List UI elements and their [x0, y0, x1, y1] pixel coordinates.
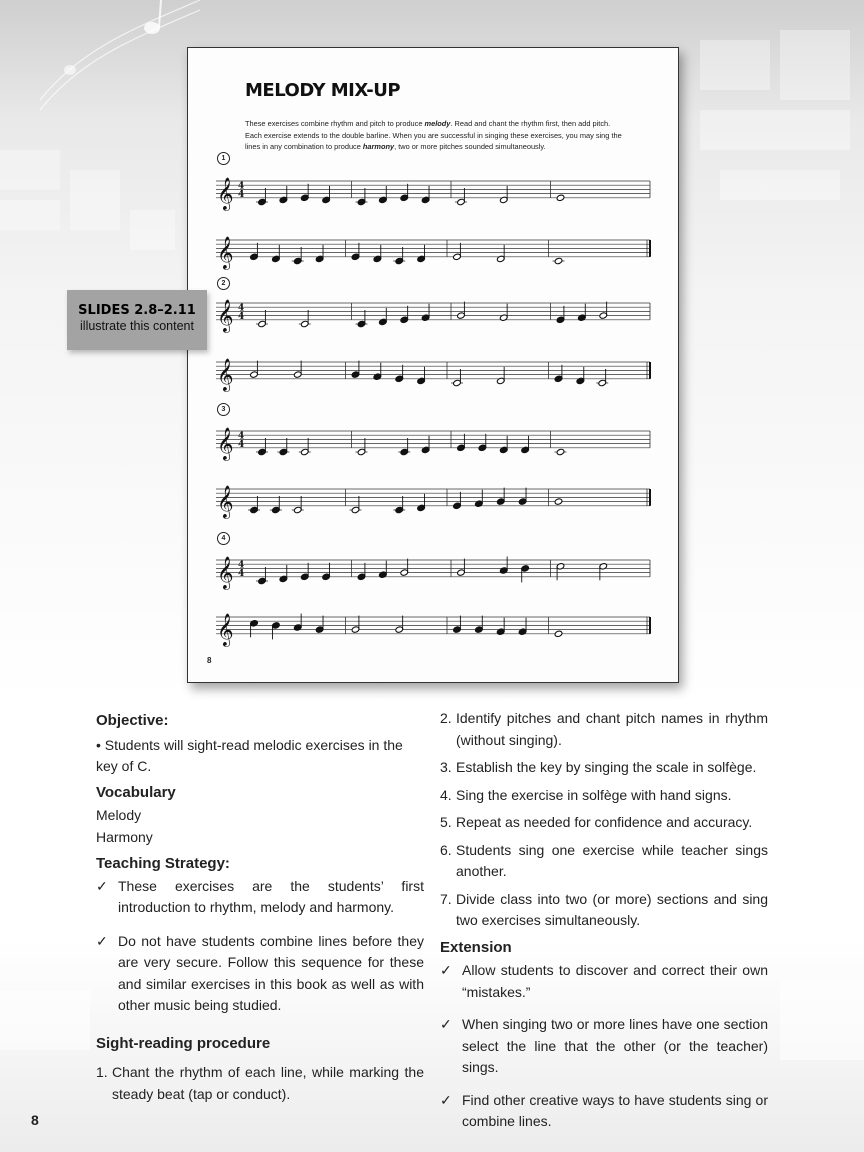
- time-signature: 4: [238, 560, 245, 571]
- workbook-page: [187, 47, 679, 683]
- vocabulary-heading: Vocabulary: [96, 783, 176, 801]
- bottom-page-number: 8: [31, 1112, 39, 1128]
- objective-heading: Objective:: [96, 712, 169, 729]
- treble-clef: 𝄞: [217, 555, 234, 589]
- strategy-item: ✓ These exercises are the students’ first introduction to rhythm, melody and harmony.: [96, 876, 424, 919]
- term-melody: melody: [424, 119, 451, 128]
- treble-clef: 𝄞: [217, 298, 234, 332]
- exercise-number-2: 2: [217, 277, 230, 290]
- vocab-item: Melody: [96, 807, 142, 823]
- strategy-item: ✓ Do not have students combine lines before they are very secure. Follow this sequence for these and similar exercises in this book as well as with other music being studied.: [96, 931, 424, 1017]
- exercise-number-4: 4: [217, 532, 230, 545]
- vocab-item: Harmony: [96, 828, 153, 845]
- time-signature: 4: [238, 568, 245, 579]
- note-head: [556, 194, 565, 201]
- procedure-step: 1. Chant the rhythm of each line, while marking the steady beat (tap or conduct).: [96, 1064, 424, 1102]
- slides-caption: illustrate this content: [80, 319, 194, 333]
- note-head: [554, 630, 563, 637]
- strategy-heading: Teaching Strategy:: [96, 855, 230, 872]
- procedure-step: 4. Sing the exercise in solfège with hand signs.: [440, 786, 732, 803]
- treble-clef: 𝄞: [217, 426, 234, 460]
- time-signature: 4: [238, 311, 245, 322]
- procedure-steps: [440, 708, 768, 932]
- extension-item: ✓ Allow students to discover and correct their own “mistakes.”: [440, 960, 768, 1003]
- check-icon: ✓: [96, 932, 108, 949]
- slides-callout: [67, 290, 207, 350]
- bullet-icon: •: [96, 736, 101, 753]
- term-harmony: harmony: [362, 142, 395, 151]
- time-signature: 4: [238, 439, 245, 450]
- time-signature: 4: [238, 189, 245, 200]
- check-icon: ✓: [440, 1016, 452, 1032]
- extension-heading: Extension: [440, 938, 512, 956]
- procedure-step: 7. Divide class into two (or more) sections and sing two exercises simultaneously.: [440, 890, 768, 928]
- music-staves: [188, 48, 678, 682]
- extension-item: ✓ When singing two or more lines have one section select the line that the other (or the teacher) sings.: [440, 1014, 768, 1079]
- note-head: [554, 498, 563, 505]
- time-signature: 4: [238, 303, 245, 314]
- check-icon: ✓: [440, 962, 452, 978]
- check-icon: ✓: [440, 1091, 452, 1108]
- objective-item: • Students will sight-read melodic exercises in the key of C.: [96, 736, 403, 774]
- left-column: [96, 706, 424, 1105]
- note-head: [556, 448, 565, 455]
- treble-clef: 𝄞: [217, 612, 234, 646]
- page-number: 8: [207, 656, 212, 665]
- slides-label: SLIDES 2.8–2.11: [78, 303, 196, 318]
- right-column: [440, 708, 768, 1133]
- procedure-step: 6. Students sing one exercise while teacher sings another.: [440, 841, 768, 879]
- treble-clef: 𝄞: [217, 484, 234, 518]
- page-title: MELODY MIX-UP: [245, 80, 401, 101]
- note-head: [554, 257, 563, 264]
- treble-clef: 𝄞: [217, 357, 234, 391]
- procedure-step: 2. Identify pitches and chant pitch names in rhythm (without singing).: [440, 710, 768, 748]
- page-intro: These exercises combine rhythm and pitch to produce melody. Read and chant the rhythm first, then add pitch. Each exercise extends to the double barline. When you are successful in singing these exercises, you may sing the lines in any combination to produce harmony, two or more pitches sounded simultaneously.: [245, 119, 622, 151]
- treble-clef: 𝄞: [217, 176, 234, 210]
- exercise-number-3: 3: [217, 403, 230, 416]
- treble-clef: 𝄞: [217, 235, 234, 269]
- time-signature: 4: [238, 431, 245, 442]
- procedure-step: 5. Repeat as needed for confidence and accuracy.: [440, 814, 753, 830]
- exercise-number-1: 1: [217, 152, 230, 165]
- procedure-step: 3. Establish the key by singing the scale in solfège.: [440, 759, 757, 775]
- check-icon: ✓: [96, 877, 108, 894]
- procedure-heading: Sight-reading procedure: [96, 1034, 271, 1052]
- music-notes-decoration: [40, 0, 200, 120]
- extension-item: ✓ Find other creative ways to have students sing or combine lines.: [440, 1090, 768, 1133]
- time-signature: 4: [238, 181, 245, 192]
